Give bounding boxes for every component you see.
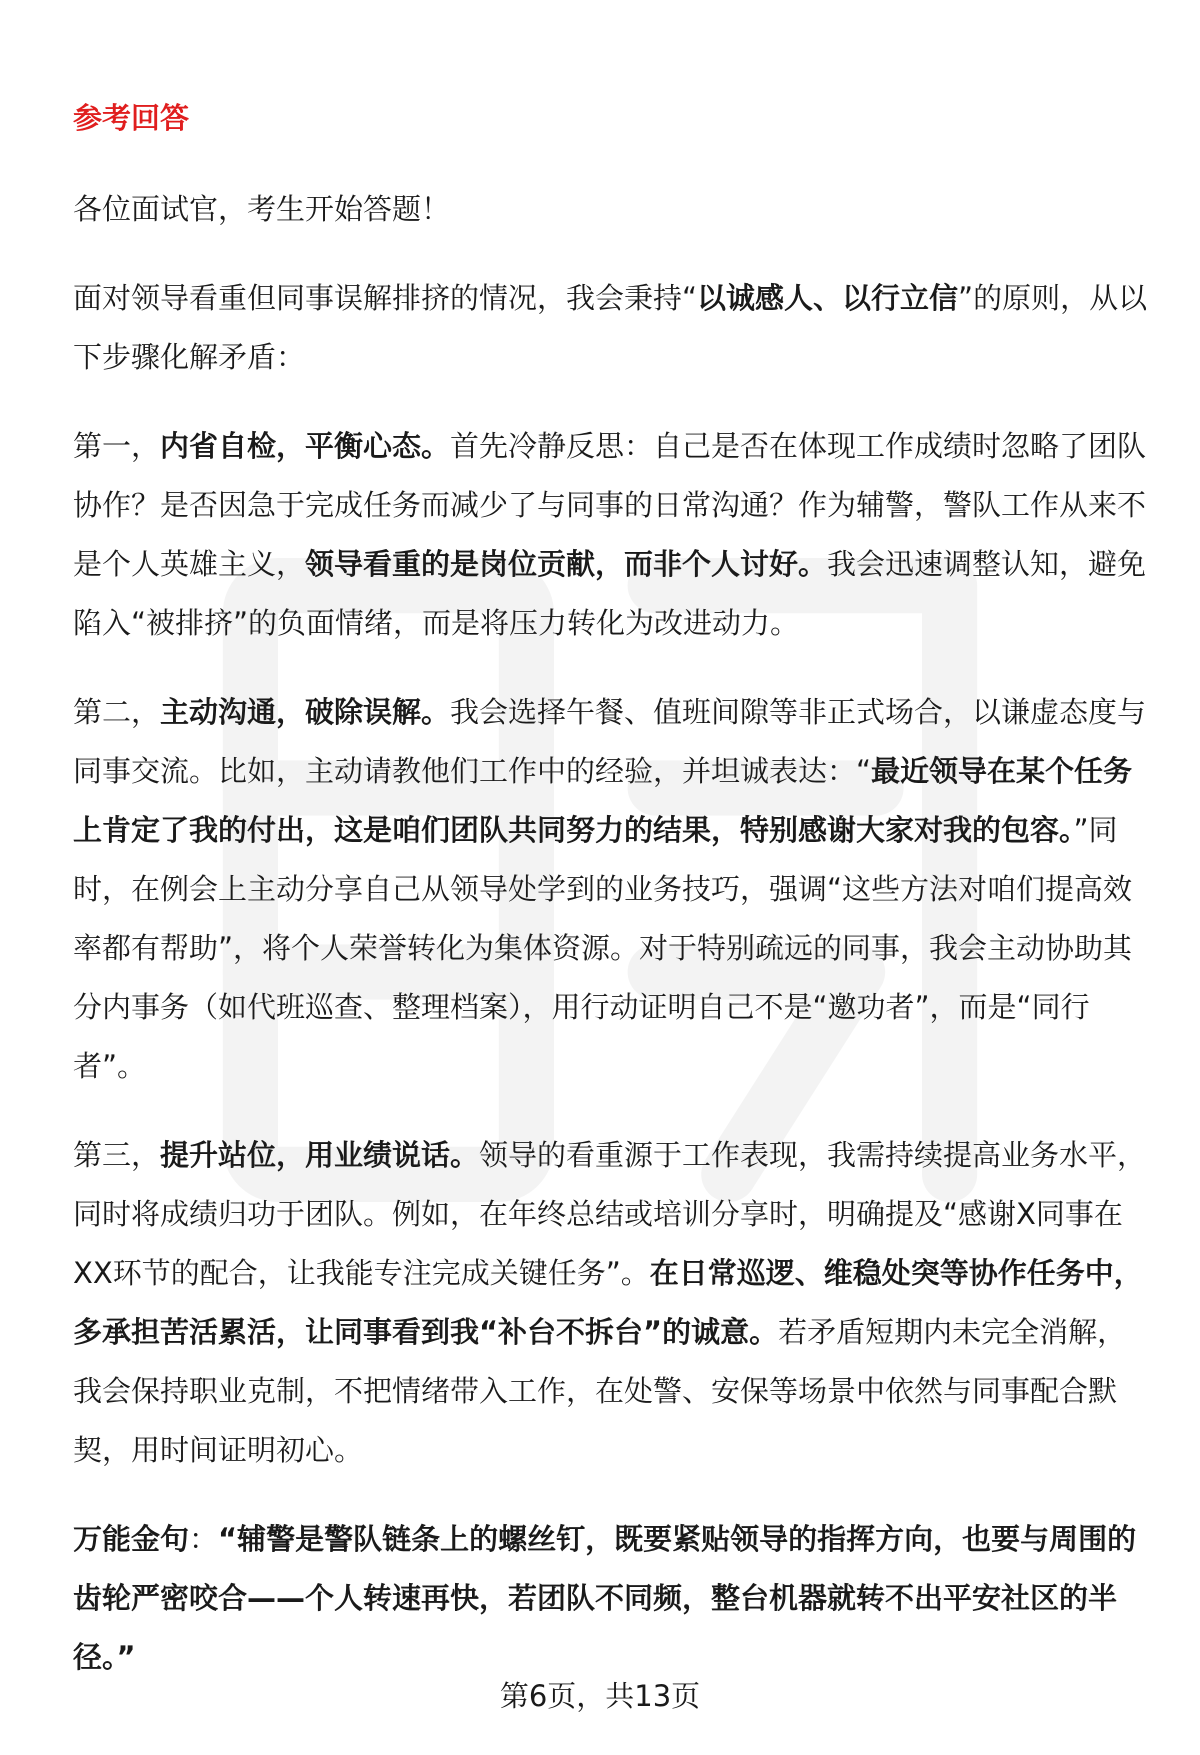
point-three-emphasis: 在日常巡逻、维稳处突等协作任务中，多承担苦活累活，让同事看到我“补台不拆台”的诚意。 [73, 1256, 1143, 1349]
intro-text-a: 面对领导看重但同事误解排挤的情况，我会秉持“ [73, 281, 698, 315]
point-three-text-end: 若矛盾短期内未完全消解，我会保持职业克制，不把情绪带入工作，在处警、安保等场景中依然与同事配合默契，用时间证明初心。 [73, 1315, 1127, 1467]
document-body [73, 96, 1155, 1717]
point-two-text: 我会选择午餐、值班间隙等非正式场合，以谦虚态度与同事交流。比如，主动请教他们工作中的经验，并坦诚表达：“ [73, 695, 1147, 788]
point-three-text: 领导的看重源于工作表现，我需持续提高业务水平，同时将成绩归功于团队。例如，在年终总结或培训分享时，明确提及“感谢X同事在XX环节的配合，让我能专注完成关键任务”。 [73, 1138, 1147, 1290]
intro-text-c: ”的原则，从以下步骤化解矛盾： [73, 281, 1148, 374]
point-one-emphasis: 领导看重的是岗位贡献，而非个人讨好。 [305, 547, 828, 581]
point-one-ordinal: 第一， [73, 429, 161, 463]
point-one-text: 首先冷静反思：自己是否在体现工作成绩时忽略了团队协作？是否因急于完成任务而减少了与同事的日常沟通？作为辅警，警队工作从来不是个人英雄主义， [73, 429, 1147, 581]
point-one-title: 内省自检，平衡心态。 [160, 429, 451, 463]
point-three-ordinal: 第三， [73, 1138, 161, 1172]
golden-sentence-quote: “辅警是警队链条上的螺丝钉，既要紧贴领导的指挥方向，也要与周围的齿轮严密咬合——个人转速再快，若团队不同频，整台机器就转不出平安社区的半径。” [73, 1522, 1137, 1674]
point-two-paragraph [73, 683, 1155, 1096]
point-one-text-end: 我会迅速调整认知，避免陷入“被排挤”的负面情绪，而是将压力转化为改进动力。 [73, 547, 1147, 640]
golden-sentence-separator: ： [189, 1522, 219, 1556]
point-two-title: 主动沟通，破除误解。 [160, 695, 451, 729]
intro-principle: 以诚感人、以行立信 [697, 281, 959, 315]
section-heading: 参考回答 [73, 101, 190, 135]
point-two-ordinal: 第二， [73, 695, 161, 729]
point-two-quote: 最近领导在某个任务上肯定了我的付出，这是咱们团队共同努力的结果，特别感谢大家对我的包容。 [73, 754, 1133, 847]
point-one-paragraph [73, 417, 1155, 653]
greeting-paragraph: 各位面试官，考生开始答题！ [73, 192, 451, 226]
golden-sentence-paragraph [73, 1510, 1155, 1687]
golden-sentence-label: 万能金句 [73, 1522, 190, 1556]
point-two-text-end: ”同时，在例会上主动分享自己从领导处学到的业务技巧，强调“这些方法对咱们提高效率都有帮助”，将个人荣誉转化为集体资源。对于特别疏远的同事，我会主动协助其分内事务（如代班巡查、整理档案），用行动证明自己不是“邀功者”，而是“同行者”。 [73, 813, 1133, 1083]
point-three-paragraph [73, 1126, 1155, 1480]
page-number-footer: 第6页，共13页 [499, 1679, 701, 1713]
point-three-title: 提升站位，用业绩说话。 [160, 1138, 480, 1172]
intro-paragraph [73, 269, 1155, 387]
